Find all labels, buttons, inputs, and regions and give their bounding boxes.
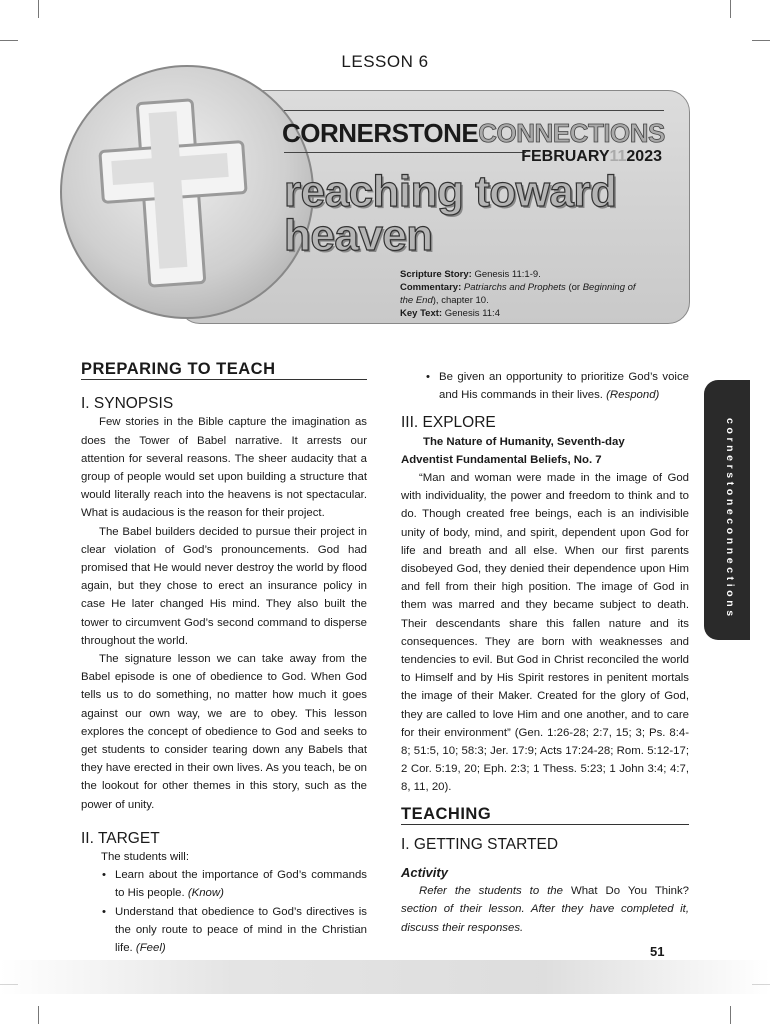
crop-mark <box>752 40 770 41</box>
header-rule <box>284 110 664 111</box>
section-title: PREPARING TO TEACH <box>81 360 367 380</box>
title-line-1: reaching toward <box>284 167 617 216</box>
right-column <box>401 368 689 937</box>
crop-mark <box>38 1006 39 1024</box>
page-number: 51 <box>650 944 665 959</box>
activity-heading: Activity <box>401 865 448 881</box>
keytext-value: Genesis 11:4 <box>444 308 500 319</box>
activity-part: Refer the students to the <box>419 885 563 898</box>
keytext-label: Key Text: <box>400 308 443 319</box>
lesson-date <box>521 148 662 166</box>
crop-mark <box>730 0 731 18</box>
commentary-or: (or <box>568 282 581 293</box>
belief-title: Adventist Fundamental Beliefs, No. 7 <box>401 453 602 466</box>
brand-part-1: CORNERSTONE <box>282 118 479 148</box>
target-intro: The students will: <box>101 851 189 864</box>
synopsis-paragraph: The signature lesson we can take away from the Babel episode is one of obedience to God. When God tells us to do something, no matter how much it goes against our own way, we are to obey. This lesson explores the concept of obedience to God and seeks to get students to consider tearing down any Babels that they have erected in their own lives. As you teach, be on the lookout for other themes in this story, such as the power of unity. <box>81 653 367 811</box>
lesson-references <box>400 268 645 320</box>
lesson-title <box>284 167 617 260</box>
target-tag: (Know) <box>187 887 224 900</box>
side-tab <box>704 380 750 640</box>
target-text: Learn about the importance of God’s commands to His people. <box>115 869 367 900</box>
lesson-label: LESSON 6 <box>341 52 429 71</box>
left-column <box>81 360 367 957</box>
synopsis-paragraph: The Babel builders decided to pursue their project in clear violation of God’s pronouncements. God had promised that He would never destroy the world by flood again, but they chose to erect an insurance policy in case He later changed His mind. They also built the tower to circumvent God’s second command to disperse throughout the world. <box>81 525 367 647</box>
activity-part: section of their lesson. After they have completed it, discuss their responses. <box>401 903 689 934</box>
target-tag: (Feel) <box>135 942 166 955</box>
commentary-book: Patriarchs and Prophets <box>463 282 566 293</box>
belief-title: The Nature of Humanity, Seventh-day <box>423 435 625 448</box>
scripture-label: Scripture Story: <box>400 269 472 280</box>
commentary-chapter: ), chapter 10. <box>432 295 489 306</box>
synopsis-heading: I. SYNOPSIS <box>81 395 174 413</box>
crop-mark <box>730 1006 731 1024</box>
activity-text <box>401 882 689 937</box>
synopsis-paragraph: Few stories in the Bible capture the imagination as does the Tower of Babel narrative. It arrests our attention for several reasons. The sheer audacity that a group of people would set upon building a structure that would literally reach into the heavens is not spectacular. What is audacious is the reason for their project. <box>81 416 367 520</box>
commentary-book-2: Beginning of the End <box>400 282 636 306</box>
teaching-title: TEACHING <box>401 805 689 825</box>
target-text: Understand that obedience to God’s directives is the only route to peace of mind in the Christian life. <box>115 905 367 955</box>
commentary-label: Commentary: <box>400 282 462 293</box>
getting-started-heading: I. GETTING STARTED <box>401 835 559 853</box>
activity-part: What Do You Think? <box>570 885 690 898</box>
footer-band <box>0 960 770 994</box>
brand-title <box>282 118 665 149</box>
target-text: Be given an opportunity to prioritize God’s voice and His commands in their lives. <box>439 371 689 402</box>
brand-rule <box>284 152 526 153</box>
date-day: 11 <box>609 148 627 165</box>
crop-mark <box>38 0 39 18</box>
brand-part-2: CONNECTIONS <box>478 118 665 148</box>
target-item <box>423 368 689 404</box>
explore-heading: III. EXPLORE <box>401 414 496 432</box>
side-tab-label: cornerstoneconnections <box>724 418 736 620</box>
date-year: 2023 <box>626 148 662 165</box>
target-item <box>99 903 367 958</box>
date-month: FEBRUARY <box>521 148 610 165</box>
title-line-2: heaven <box>284 211 433 260</box>
target-tag: (Respond) <box>606 389 660 402</box>
belief-text: “Man and woman were made in the image of God with individuality, the power and freedom to think and to do. Though created free beings, each is an indivisible unity of body, mind, and spirit, dependent upon God for life and breath and all else. When our first parents disobeyed God, they denied their dependence upon Him and fell from their high position. The image of God in them was marred and they became subject to death. Their descendants share this fallen nature and its consequences. They are born with weaknesses and tendencies to evil. But God in Christ reconciled the world to Himself and by His Spirit restores in penitent mortals the image of their Maker. Created for the glory of God, they are called to love Him and one another, and to care for their environment” (Gen. 1:26-28; 2:7, 15; 3; Ps. 8:4-8; 51:5, 10; 58:3; Jer. 17:9; Acts 17:24-28; Rom. 5:12-17; 2 Cor. 5:19, 20; Eph. 2:3; 1 Thess. 5:23; 1 John 3:4; 4:7, 8, 11, 20). <box>401 472 689 794</box>
scripture-value: Genesis 11:1-9. <box>474 269 541 280</box>
crop-mark <box>0 40 18 41</box>
target-item <box>99 866 367 902</box>
target-heading: II. TARGET <box>81 829 160 847</box>
